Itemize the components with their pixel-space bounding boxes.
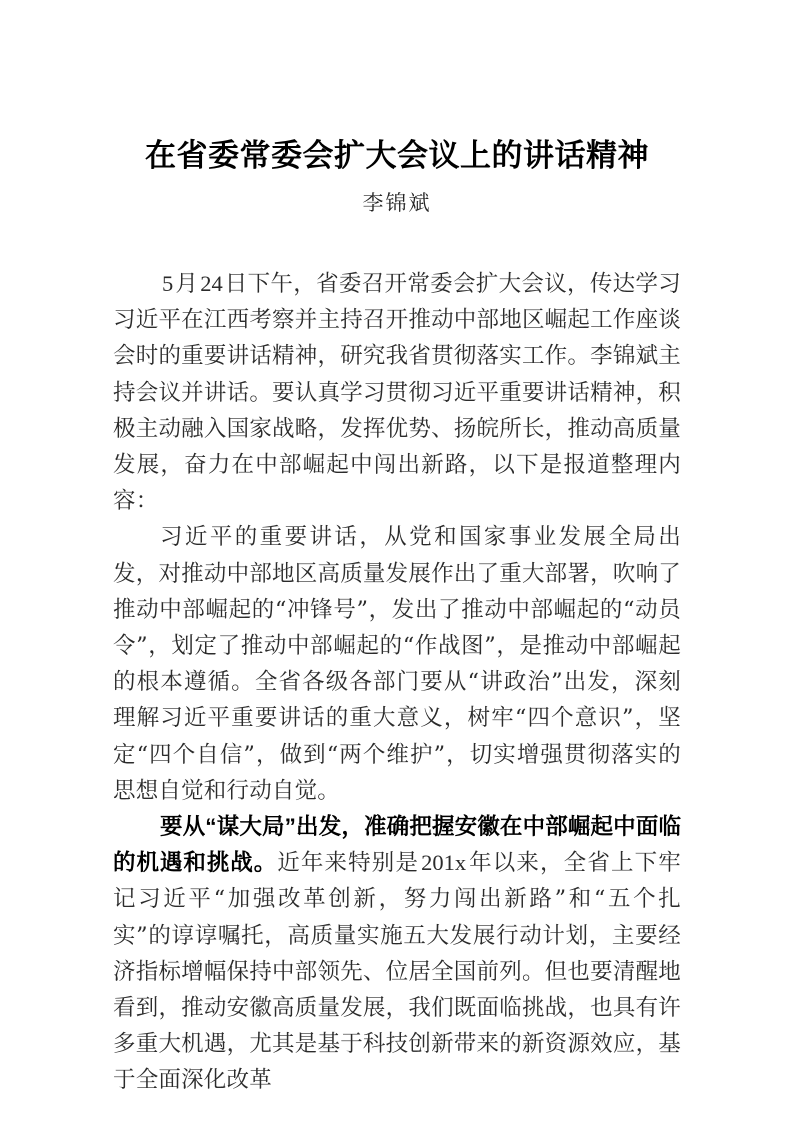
paragraph-text: 日下午，省委召开常委会扩大会议，传达学习习近平在江西考察并主持召开推动中部地区崛起工作座谈会时的重要讲话精神，研究我省贯彻落实工作。李锦斌主持会议并讲话。要认真学习贯彻习近平重要讲话精神，积极主动融入国家战略，发挥优势、扬皖所长，推动高质量发展，奋力在中部崛起中闯出新路，以下是报道整理内容： (113, 271, 681, 515)
inline-number: 24 (200, 271, 223, 296)
paragraph (113, 519, 681, 809)
paragraph-text: 习近平的重要讲话，从党和国家事业发展全局出发，对推动中部地区高质量发展作出了重大部署，吹响了推动中部崛起的“冲锋号”，发出了推动中部崛起的“动员令”，划定了推动中部崛起的“作战图”，是推动中部崛起的根本遵循。全省各级各部门要从“讲政治”出发，深刻理解习近平重要讲话的重大意义，树牢“四个意识”，坚定“四个自信”，做到“两个维护”，切实增强贯彻落实的思想自觉和行动自觉。 (113, 524, 681, 804)
paragraph (113, 266, 681, 519)
document-body (113, 266, 681, 1099)
paragraph-text: 年以来，全省上下牢记习近平“加强改革创新，努力闯出新路”和“五个扎实”的谆谆嘱托，高质量实施五大发展行动计划，主要经济指标增幅保持中部领先、位居全国前列。但也要清醒地看到，推动安徽高质量发展，我们既面临挑战，也具有许多重大机遇，尤其是基于科技创新带来的新资源效应，基于全面深化改革 (113, 850, 681, 1094)
paragraph (113, 809, 681, 1099)
document-author: 李锦斌 (362, 191, 432, 215)
inline-number: 5 (162, 271, 174, 296)
paragraph-emphasis: 要从“谋大局”出发，准确把握安徽在中部崛起中面临的机遇和挑战。 (113, 814, 681, 876)
paragraph-text: 月 (175, 271, 199, 297)
paragraph-text: 近年来特别是 (277, 850, 420, 877)
inline-number: 201x (421, 850, 467, 876)
page-title: 在省委常委会扩大会议上的讲话精神 (145, 138, 649, 173)
